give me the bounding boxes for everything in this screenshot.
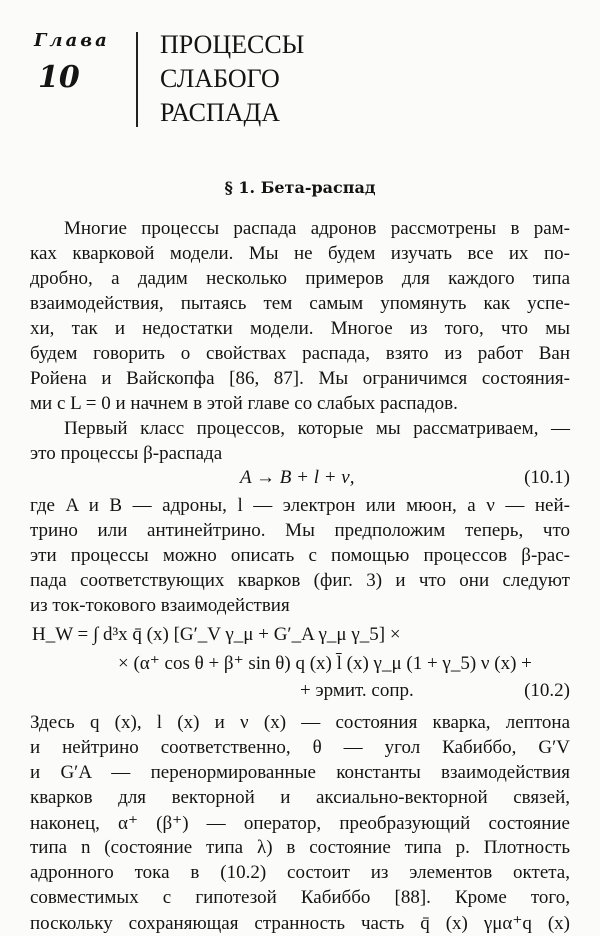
text-line: хи, так и недостатки модели. Многое из того, что мы — [30, 318, 570, 339]
text-line: типа n (состояние типа λ) в состояние типа p. Плотность — [30, 837, 570, 858]
text-line: ми с L = 0 и начнем в этой главе со слабых распадов. — [30, 393, 458, 414]
text-line: будем говорить о свойствах распада, взято из работ Ван — [30, 343, 570, 364]
text-line: Ройена и Вайскопфа [86, 87]. Мы ограничимся состояния- — [30, 368, 570, 389]
text-line: поскольку сохраняющая странность часть q̄ (x) γμα⁺q (x) — [30, 913, 570, 934]
chapter-divider — [136, 32, 138, 127]
text-line: это процессы β-распада — [30, 443, 223, 464]
text-line: эти процессы можно описать с помощью процессов β-рас- — [30, 545, 570, 566]
text-line: и нейтрино соответственно, θ — угол Кабиббо, G′V — [30, 737, 570, 758]
text-line: кварков для векторной и аксиально-векторной связей, — [30, 787, 570, 808]
chapter-title-line: РАСПАДА — [160, 98, 281, 127]
text-line: пада соответствующих кварков (фиг. 3) и что они следуют — [30, 570, 570, 591]
equation-number: (10.2) — [524, 680, 570, 701]
text-line: трино или антинейтрино. Мы предположим теперь, что — [30, 520, 570, 541]
equation-10-1: A → B + l + ν, — [240, 467, 355, 488]
section-heading: § 1. Бета-распад — [224, 178, 376, 197]
chapter-title — [160, 28, 304, 130]
text-line: где A и B — адроны, l — электрон или мюон, а ν — ней- — [30, 495, 570, 516]
chapter-title-line: СЛАБОГО — [160, 64, 280, 93]
text-line: Здесь q (x), l (x) и ν (x) — состояния кварка, лептона — [30, 712, 570, 733]
chapter-number: 10 — [38, 60, 80, 95]
text-line: из ток-токового взаимодействия — [30, 595, 290, 616]
equation-10-2-line: + эрмит. сопр. — [300, 680, 414, 701]
text-line: Многие процессы распада адронов рассмотрены в рам- — [64, 218, 570, 239]
equation-10-2-line: H_W = ∫ d³x q̄ (x) [G′_V γ_μ + G′_A γ_μ γ_5] × — [32, 624, 401, 645]
equation-10-2-line: × (α⁺ cos θ + β⁺ sin θ) q (x) l̄ (x) γ_μ (1 + γ_5) ν (x) + — [118, 653, 532, 674]
text-line: дробно, а дадим несколько примеров для каждого типа — [30, 268, 570, 289]
text-line: совместимых с гипотезой Кабиббо [88]. Кроме того, — [30, 887, 570, 908]
text-line: Первый класс процессов, которые мы рассматриваем, — — [64, 418, 570, 439]
text-line: адронного тока в (10.2) состоит из элементов октета, — [30, 862, 570, 883]
text-line: и G′A — перенормированные константы взаимодействия — [30, 762, 570, 783]
chapter-label: Глава — [34, 30, 110, 51]
equation-number: (10.1) — [524, 467, 570, 488]
text-line: наконец, α⁺ (β⁺) — оператор, преобразующий состояние — [30, 813, 570, 834]
text-line: взаимодействия, пытаясь тем самым упомянуть как успе- — [30, 293, 570, 314]
text-line: ках кварковой модели. Мы не будем изучать все их по- — [30, 243, 570, 264]
chapter-title-line: ПРОЦЕССЫ — [160, 30, 305, 59]
